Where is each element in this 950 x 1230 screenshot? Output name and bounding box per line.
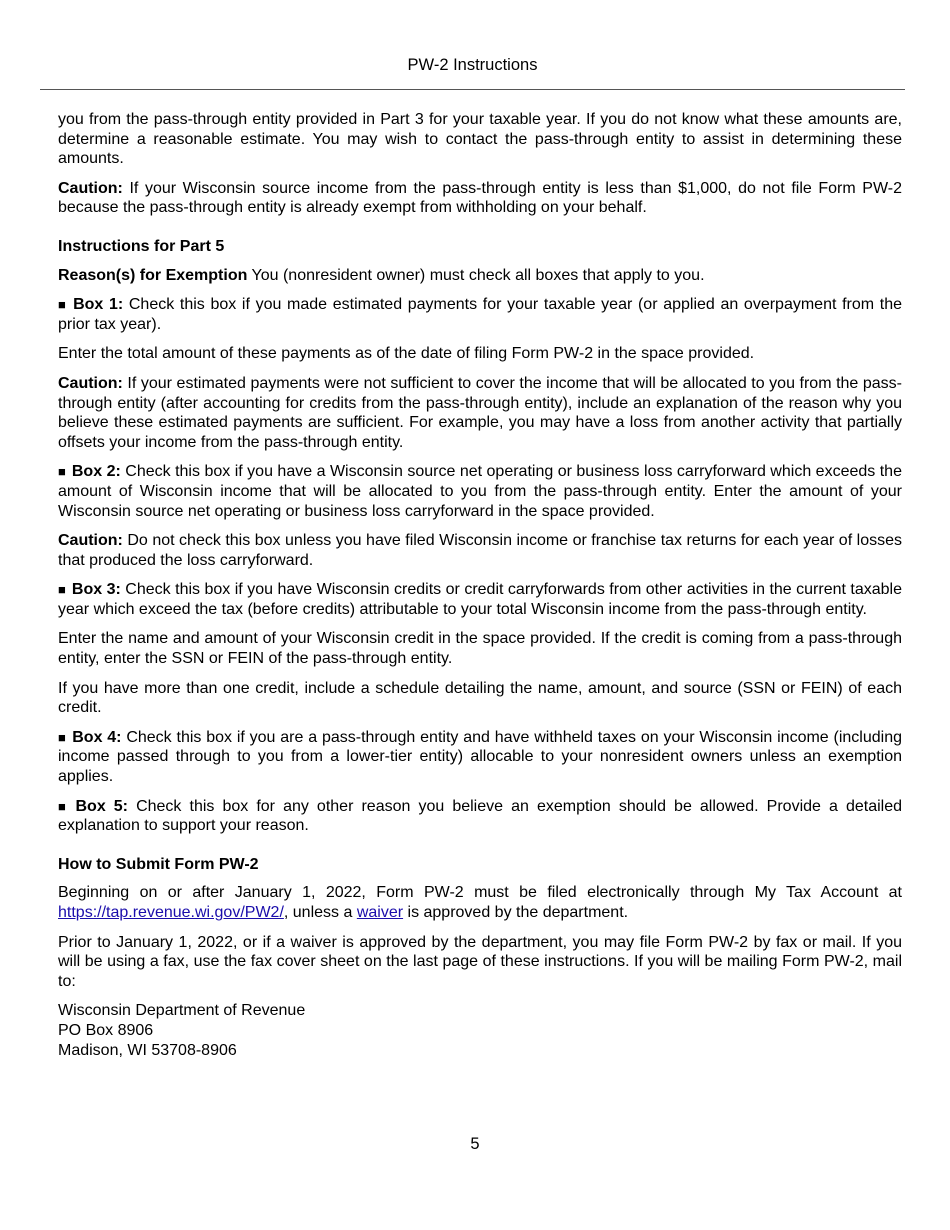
waiver-link[interactable]: waiver — [356, 904, 404, 921]
box1-paragraph — [58, 295, 902, 334]
bullet-square-icon: ■ — [58, 297, 68, 313]
box1-enter: Enter the total amount of these payments as of the date of filing Form PW-2 in the space provided. — [58, 345, 755, 363]
box4-text: Check this box if you are a pass-through entity and have withheld taxes on your Wisconsin income (including income passed through to you from a lower-tier entity) allocable to your nonresident owners unless an exemption applies. — [58, 728, 902, 786]
box5-text: Check this box for any other reason you believe an exemption should be allowed. Provide a detailed explanation to support your reason. — [58, 797, 903, 835]
box1-label: Box 1: — [73, 296, 124, 314]
bullet-square-icon: ■ — [58, 729, 67, 745]
box1-caution-text: If your estimated payments were not sufficient to cover the income that will be allocated to you from the pass-through entity (after accounting for credits from the pass-through entity), include an explanation of the reason why you believe these estimated payments are sufficient. For example, you may have a loss from another activity that partially offsets your income from the pass-through entity. — [58, 374, 902, 451]
address-line-1: Wisconsin Department of Revenue — [58, 1002, 306, 1020]
box3-more: If you have more than one credit, include a schedule detailing the name, amount, and source (SSN or FEIN) of each credit. — [58, 679, 902, 717]
header-divider — [40, 89, 905, 90]
submit-text-a: Beginning on or after January 1, 2022, Form PW-2 must be filed electronically through My Tax Account at — [58, 884, 902, 902]
pw2-link[interactable]: https://tap.revenue.wi.gov/PW2/ — [58, 904, 284, 921]
submit-paragraph-1 — [58, 883, 902, 922]
intro-continued: you from the pass-through entity provided in Part 3 for your taxable year. If you do not know what these amounts are, determine a reasonable estimate. You may wish to contact the pass-through entity to assist in determining these amounts. — [58, 111, 902, 168]
submit-paragraph-2: Prior to January 1, 2022, or if a waiver is approved by the department, you may file Form PW-2 by fax or mail. If you will be using a fax, use the fax cover sheet on the last page of these instructions. If you will be mailing Form PW-2, mail to: — [58, 933, 902, 990]
bullet-square-icon: ■ — [58, 798, 70, 814]
reason-text: You (nonresident owner) must check all boxes that apply to you. — [247, 266, 705, 284]
box2-text: Check this box if you have a Wisconsin source net operating or business loss carryforward which exceeds the amount of Wisconsin income that will be allocated to you from the pass-through entity. Enter the amount of your Wisconsin source net operating or business loss carryforward in the space provided. — [58, 463, 902, 520]
bullet-square-icon: ■ — [58, 582, 66, 598]
box4-label: Box 4: — [72, 728, 122, 746]
page-header: PW-2 Instructions — [407, 56, 538, 74]
address-line-3: Madison, WI 53708-8906 — [58, 1041, 237, 1059]
submit-text-b: , unless a — [283, 904, 357, 921]
box2-paragraph — [58, 462, 902, 521]
submit-heading: How to Submit Form PW-2 — [58, 855, 259, 873]
box4-paragraph — [58, 728, 902, 787]
page-number: 5 — [470, 1135, 480, 1153]
mailing-address — [58, 1001, 902, 1060]
box3-enter: Enter the name and amount of your Wisconsin credit in the space provided. If the credit is coming from a pass-through entity, enter the SSN or FEIN of the pass-through entity. — [58, 630, 902, 668]
box1-caution — [58, 374, 902, 452]
intro-caution — [58, 179, 902, 218]
submit-text-c: is approved by the department. — [403, 904, 629, 921]
box2-caution — [58, 531, 902, 570]
box5-label: Box 5: — [75, 797, 129, 815]
reason-paragraph — [58, 266, 902, 286]
caution-text: If your Wisconsin source income from the pass-through entity is less than $1,000, do not file Form PW-2 because the pass-through entity is already exempt from withholding on your behalf. — [58, 179, 902, 217]
page-content — [58, 110, 902, 1060]
box3-paragraph — [58, 580, 902, 619]
box3-text: Check this box if you have Wisconsin credits or credit carryforwards from other activities in the current taxable year which exceed the tax (before credits) attributable to your total Wisconsin income from the pass-through entity. — [58, 581, 903, 618]
box1-text: Check this box if you made estimated payments for your taxable year (or applied an overpayment from the prior tax year). — [58, 296, 902, 333]
caution-label: Caution: — [58, 179, 123, 197]
reason-label: Reason(s) for Exemption — [58, 266, 248, 284]
part5-heading: Instructions for Part 5 — [58, 237, 225, 255]
box2-caution-label: Caution: — [58, 532, 123, 550]
box2-label: Box 2: — [71, 463, 121, 481]
bullet-square-icon: ■ — [58, 464, 66, 480]
box3-label: Box 3: — [71, 581, 121, 599]
box5-paragraph — [58, 797, 902, 836]
box2-caution-text: Do not check this box unless you have filed Wisconsin income or franchise tax returns for each year of losses that produced the loss carryforward. — [58, 532, 902, 569]
box1-caution-label: Caution: — [58, 374, 123, 392]
address-line-2: PO Box 8906 — [58, 1021, 154, 1039]
